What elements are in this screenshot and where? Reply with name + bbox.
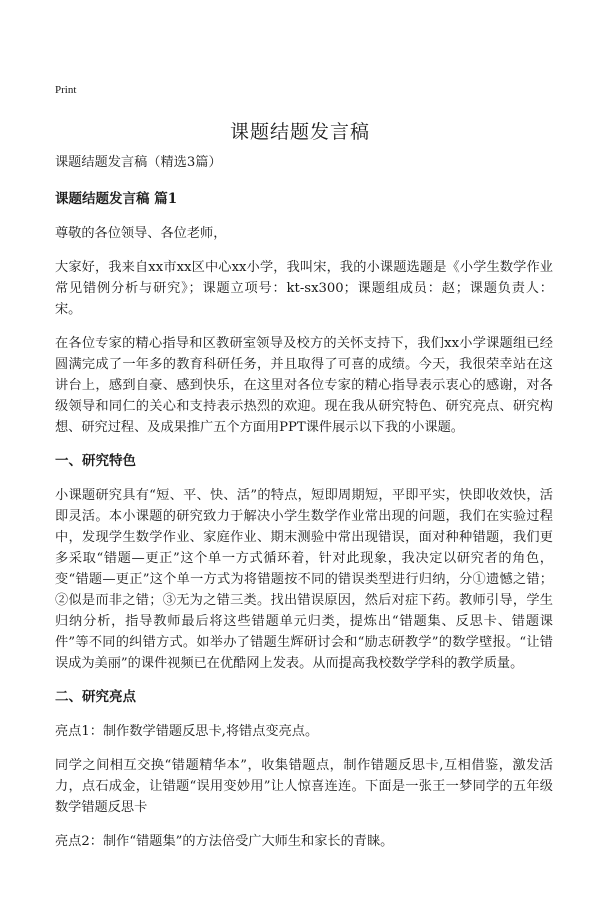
document-body [55, 152, 553, 865]
section-title: 课题结题发言稿 篇1 [55, 191, 178, 207]
print-label: Print [55, 84, 77, 96]
exchange-paragraph: 同学之间相互交换“错题精华本”，收集错题点，制作错题反思卡,互相借鉴，激发活力，点石成金，让错题“误用变妙用”让人惊喜连连。下面是一张王一梦同学的五年级数学错题反思卡 [55, 758, 553, 815]
heading-research-features: 一、研究特色 [55, 453, 136, 469]
overview-paragraph: 在各位专家的精心指导和区教研室领导及校方的关怀支持下，我们xx小学课题组已经圆满完成了一年多的教育科研任务，并且取得了可喜的成绩。今天，我很荣幸站在这讲台上，感到自豪、感到快乐，在这里对各位专家的精心指导表示衷心的感谢，对各级领导和同仁的关心和支持表示热烈的欢迎。现在我从研究特色、研究亮点、研究构想、研究过程、及成果推广五个方面用PPT课件展示以下我的小课题。 [55, 336, 553, 435]
features-paragraph: 小课题研究具有“短、平、快、活”的特点，短即周期短，平即平实，快即收效快，活即灵活。本小课题的研究致力于解决小学生数学作业常出现的问题，我们在实验过程中，发现学生数学作业、家庭作业、期末测验中常出现错误，面对种种错题，我们更多采取“错题—更正”这个单一方式循环着，针对此现象，我决定以研究者的角色，变“错题—更正”这个单一方式为将错题按不同的错误类型进行归纳，分①遗憾之错；②似是而非之错；③无为之错三类。找出错误原因，然后对症下药。教师引导，学生归纳分析，指导教师最后将这些错题单元归类，提炼出“错题集、反思卡、错题课件”等不同的纠错方式。如举办了错题生辉研讨会和“励志研教学”的数学壁报。“让错误成为美丽”的课件视频已在优酷网上发表。从而提高我校数学学科的教学质量。 [55, 488, 553, 671]
greeting-paragraph: 尊敬的各位领导、各位老师， [55, 226, 227, 241]
page-title: 课题结题发言稿 [229, 121, 370, 143]
heading-research-highlights: 二、研究亮点 [55, 689, 136, 705]
highlight1-paragraph: 亮点1：制作数学错题反思卡,将错点变亮点。 [55, 724, 319, 739]
highlight2-paragraph: 亮点2：制作“错题集”的方法倍受广大师生和家长的青睐。 [55, 834, 394, 849]
subtitle: 课题结题发言稿（精选3篇） [55, 155, 222, 170]
intro-paragraph: 大家好，我来自xx市xx区中心xx小学，我叫宋，我的小课题选题是《小学生数学作业常见错例分析与研究》；课题立项号：kt-sx300；课题组成员：赵；课题负责人：宋。 [55, 260, 553, 317]
